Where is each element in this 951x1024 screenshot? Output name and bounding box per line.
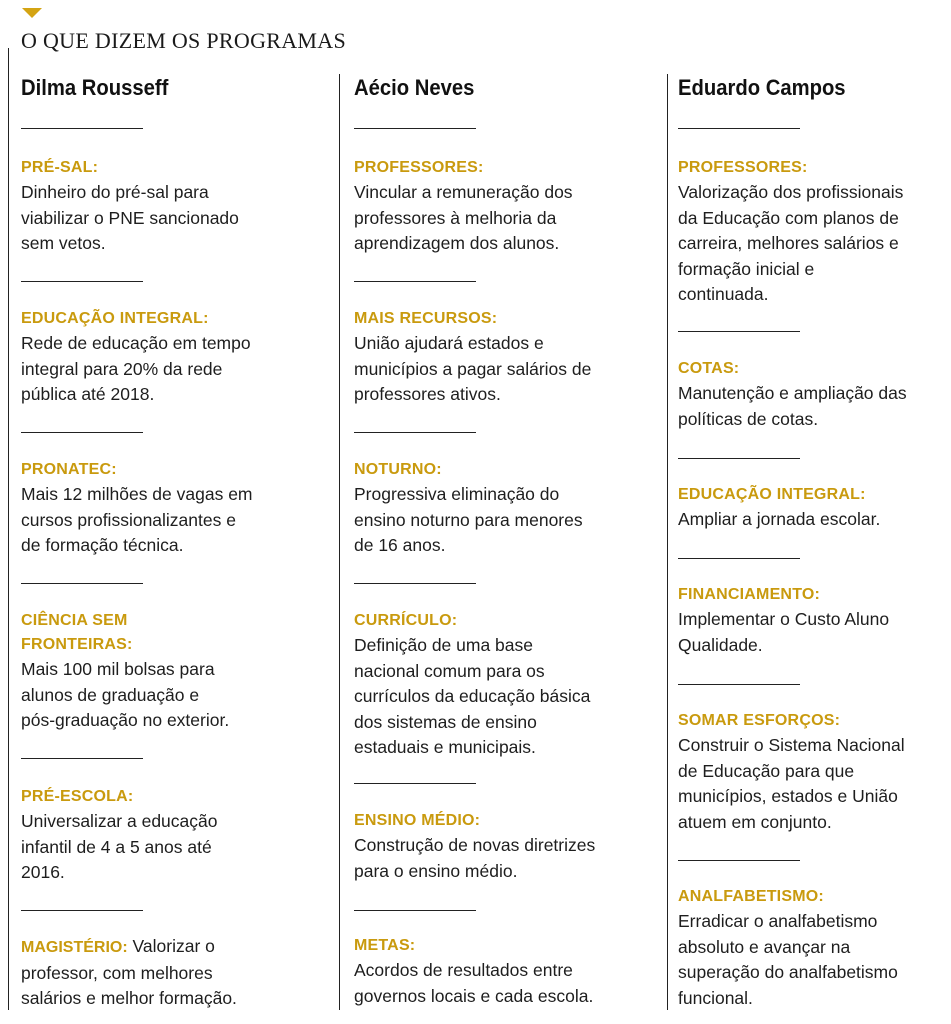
page-title: O QUE DIZEM OS PROGRAMAS bbox=[21, 28, 347, 53]
topic-block bbox=[678, 357, 943, 432]
topic-block bbox=[354, 307, 654, 408]
separator-rule bbox=[678, 684, 800, 685]
topic-text-line: Dinheiro do pré-sal para bbox=[21, 182, 209, 202]
topic-block bbox=[354, 809, 654, 884]
topic-text-line: de Educação para que bbox=[678, 760, 855, 781]
topic-heading: CIÊNCIA SEM bbox=[21, 612, 128, 629]
separator-rule bbox=[21, 281, 143, 282]
topic-text-line: cursos profissionalizantes e bbox=[21, 509, 236, 530]
column-divider-left bbox=[8, 48, 9, 1010]
topic-heading: CURRÍCULO: bbox=[354, 612, 458, 629]
topic-text-line: Universalizar a educação bbox=[21, 811, 218, 831]
topic-heading: METAS: bbox=[354, 937, 416, 954]
topic-text-line: continuada. bbox=[678, 284, 769, 304]
separator-rule bbox=[678, 331, 800, 332]
topic-text-line: absoluto e avançar na bbox=[678, 936, 851, 957]
topic-text-line: Ampliar a jornada escolar. bbox=[678, 509, 881, 529]
topic-text-line: 2016. bbox=[21, 862, 65, 882]
column-aecio bbox=[354, 74, 654, 1014]
topic-block bbox=[354, 458, 654, 559]
separator-rule bbox=[678, 128, 800, 129]
topic-text-line: aprendizagem dos alunos. bbox=[354, 233, 560, 253]
topic-block bbox=[678, 156, 943, 308]
separator-rule bbox=[678, 558, 800, 559]
topic-text-line: Vincular a remuneração dos bbox=[354, 182, 573, 202]
topic-text-line: atuem em conjunto. bbox=[678, 811, 832, 832]
topic-block bbox=[21, 156, 326, 257]
topic-block bbox=[678, 483, 943, 533]
topic-heading: MAIS RECURSOS: bbox=[354, 310, 498, 327]
topic-heading: PRÉ-ESCOLA: bbox=[21, 788, 134, 805]
topic-text-line: Progressiva eliminação do bbox=[354, 484, 560, 504]
topic-text-line: professor, com melhores bbox=[21, 962, 213, 983]
topic-heading: PRONATEC: bbox=[21, 461, 117, 478]
separator-rule bbox=[21, 583, 143, 584]
separator-rule bbox=[21, 432, 143, 433]
separator-rule bbox=[354, 910, 476, 911]
topic-heading: FRONTEIRAS: bbox=[21, 636, 133, 653]
separator-rule bbox=[354, 128, 476, 129]
topic-text-line: nacional comum para os bbox=[354, 660, 545, 681]
topic-text-line: Manutenção e ampliação das bbox=[678, 383, 907, 403]
separator-rule bbox=[354, 783, 476, 784]
separator-rule bbox=[354, 432, 476, 433]
candidate-name: Eduardo Campos bbox=[678, 75, 846, 100]
topic-text-line: carreira, melhores salários e bbox=[678, 233, 899, 253]
column-campos bbox=[678, 74, 943, 1014]
topic-block bbox=[678, 709, 943, 835]
topic-text-line: União ajudará estados e bbox=[354, 333, 544, 353]
topic-text-line: Rede de educação em tempo bbox=[21, 333, 251, 353]
topic-text-line: professores à melhoria da bbox=[354, 207, 557, 228]
topic-block bbox=[678, 583, 943, 658]
topic-text-line: políticas de cotas. bbox=[678, 408, 819, 429]
column-divider-right bbox=[667, 74, 668, 1010]
section-marker-icon bbox=[22, 8, 42, 18]
topic-block bbox=[21, 934, 326, 1012]
separator-rule bbox=[21, 128, 143, 129]
topic-text-line: currículos da educação básica bbox=[354, 686, 591, 706]
topic-text-line: alunos de graduação e bbox=[21, 684, 200, 705]
topic-text-line: infantil de 4 a 5 anos até bbox=[21, 836, 212, 857]
topic-heading: SOMAR ESFORÇOS: bbox=[678, 712, 841, 729]
topic-text-line: professores ativos. bbox=[354, 384, 501, 404]
topic-text-line: de 16 anos. bbox=[354, 535, 446, 555]
separator-rule bbox=[21, 910, 143, 911]
topic-heading: PROFESSORES: bbox=[678, 159, 808, 176]
topic-text-line: Construção de novas diretrizes bbox=[354, 835, 596, 855]
topic-heading: PROFESSORES: bbox=[354, 159, 484, 176]
topic-text-line: viabilizar o PNE sancionado bbox=[21, 207, 239, 228]
topic-text-line: Mais 12 milhões de vagas em bbox=[21, 484, 253, 504]
topic-text-line bbox=[21, 934, 326, 961]
topic-heading: PRÉ-SAL: bbox=[21, 159, 99, 176]
topic-text-line: integral para 20% da rede bbox=[21, 358, 223, 379]
topic-text-line: de formação técnica. bbox=[21, 535, 184, 555]
topic-heading: MAGISTÉRIO: bbox=[21, 939, 128, 956]
topic-heading: ANALFABETISMO: bbox=[678, 888, 824, 905]
topic-block bbox=[21, 307, 326, 408]
separator-rule bbox=[21, 758, 143, 759]
candidate-name: Dilma Rousseff bbox=[21, 75, 169, 100]
topic-block bbox=[21, 609, 326, 734]
topic-text-line: Definição de uma base bbox=[354, 635, 533, 655]
topic-heading: COTAS: bbox=[678, 360, 740, 377]
topic-heading: EDUCAÇÃO INTEGRAL: bbox=[21, 310, 209, 327]
topic-block bbox=[21, 458, 326, 559]
column-dilma bbox=[21, 74, 326, 1014]
topic-block bbox=[678, 885, 943, 1011]
separator-rule bbox=[354, 583, 476, 584]
topic-block bbox=[354, 156, 654, 257]
topic-text-line: pós-graduação no exterior. bbox=[21, 710, 230, 730]
candidate-name: Aécio Neves bbox=[354, 75, 475, 100]
topic-text-line: municípios, estados e União bbox=[678, 786, 898, 806]
topic-block bbox=[21, 785, 326, 886]
separator-rule bbox=[678, 860, 800, 861]
topic-text-line: sem vetos. bbox=[21, 233, 106, 253]
topic-text-line: formação inicial e bbox=[678, 258, 815, 279]
topic-text-line: da Educação com planos de bbox=[678, 207, 899, 228]
topic-text-line: salários e melhor formação. bbox=[21, 988, 237, 1008]
topic-text-inline: Valorizar o bbox=[127, 936, 215, 956]
topic-heading: FINANCIAMENTO: bbox=[678, 586, 821, 603]
topic-text-line: municípios a pagar salários de bbox=[354, 358, 592, 379]
topic-text-line: Implementar o Custo Aluno bbox=[678, 609, 890, 629]
separator-rule bbox=[354, 281, 476, 282]
topic-text-line: dos sistemas de ensino bbox=[354, 711, 537, 732]
topic-text-line: Acordos de resultados entre bbox=[354, 960, 573, 980]
topic-heading: EDUCAÇÃO INTEGRAL: bbox=[678, 486, 866, 503]
column-divider-middle bbox=[339, 74, 340, 1010]
topic-text-line: pública até 2018. bbox=[21, 384, 155, 404]
separator-rule bbox=[678, 458, 800, 459]
topic-text-line: Erradicar o analfabetismo bbox=[678, 911, 878, 931]
topic-text-line: governos locais e cada escola. bbox=[354, 985, 594, 1006]
topic-block bbox=[354, 934, 654, 1009]
topic-text-line: Valorização dos profissionais bbox=[678, 182, 904, 202]
topic-text-line: estaduais e municipais. bbox=[354, 737, 536, 757]
topic-text-line: Qualidade. bbox=[678, 634, 763, 655]
topic-block bbox=[354, 609, 654, 761]
topic-heading: NOTURNO: bbox=[354, 461, 442, 478]
topic-text-line: funcional. bbox=[678, 987, 753, 1008]
topic-text-line: para o ensino médio. bbox=[354, 860, 518, 881]
topic-text-line: superação do analfabetismo bbox=[678, 962, 898, 982]
topic-text-line: ensino noturno para menores bbox=[354, 509, 583, 530]
topic-text-line: Construir o Sistema Nacional bbox=[678, 735, 905, 755]
topic-heading: ENSINO MÉDIO: bbox=[354, 812, 481, 829]
topic-text-line: Mais 100 mil bolsas para bbox=[21, 659, 215, 679]
